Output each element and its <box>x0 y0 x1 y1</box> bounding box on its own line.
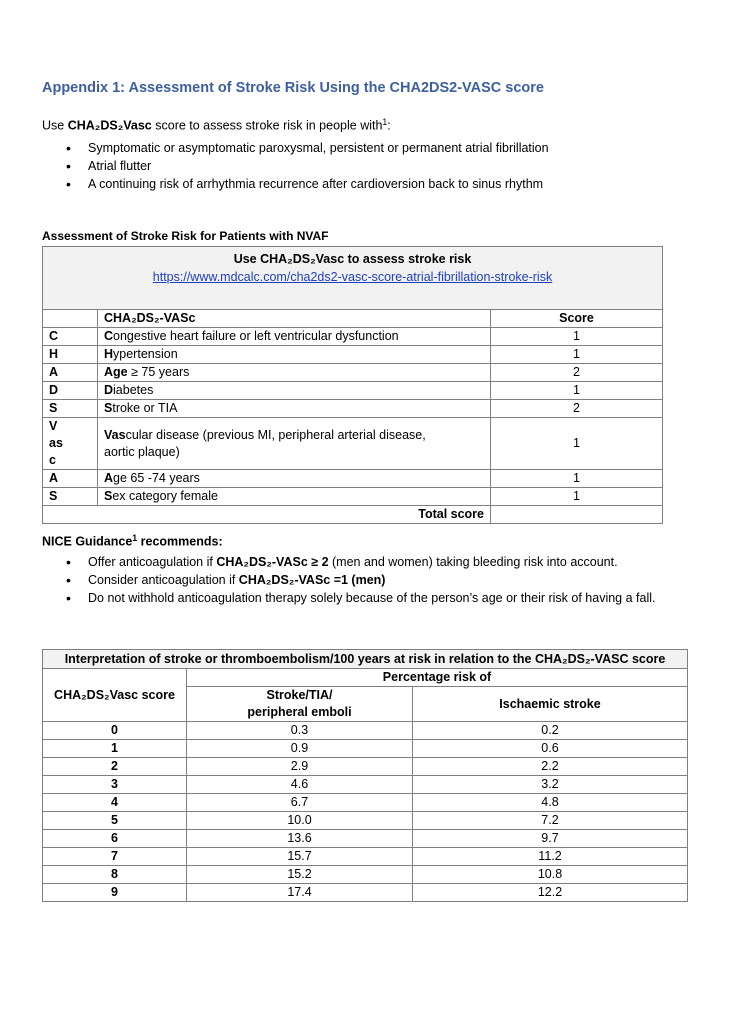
page-title: Appendix 1: Assessment of Stroke Risk Using the CHA2DS2-VASC score <box>42 80 544 96</box>
table-header <box>43 247 663 310</box>
group-header: Percentage risk of <box>187 669 688 687</box>
list-item: • Offer anticoagulation if CHA₂DS₂-VASc ≥ 2 (men and women) taking bleeding risk into account. <box>42 553 722 571</box>
table-row: A Age ≥ 75 years 2 <box>43 364 663 382</box>
list-item: • Atrial flutter <box>42 157 722 175</box>
table-row: S Stroke or TIA 2 <box>43 400 663 418</box>
table-row: A Age 65 -74 years 1 <box>43 470 663 488</box>
table-row: 1 0.9 0.6 <box>43 740 688 758</box>
nice-guidance-heading: NICE Guidance$^1$ recommends: <box>42 533 223 549</box>
column-header-score: Score <box>491 310 663 328</box>
table-row: 3 4.6 3.2 <box>43 776 688 794</box>
table-row: 2 2.9 2.2 <box>43 758 688 776</box>
mdcalc-link[interactable]: https://www.mdcalc.com/cha2ds2-vasc-score-atrial-fibrillation-stroke-risk <box>152 270 553 284</box>
table-row: 0 0.3 0.2 <box>43 722 688 740</box>
assessment-heading: Assessment of Stroke Risk for Patients with NVAF <box>42 229 329 243</box>
table-row: V as c Vascular disease (previous MI, peripheral arterial disease, aortic plaque) 1 <box>43 418 663 470</box>
risk-table <box>42 649 688 902</box>
column-header-ischaemic: Ischaemic stroke <box>413 687 688 722</box>
list-item: • A continuing risk of arrhythmia recurrence after cardioversion back to sinus rhythm <box>42 175 722 193</box>
total-row <box>43 506 663 524</box>
table-row: 5 10.0 7.2 <box>43 812 688 830</box>
column-header-stroke-tia: Stroke/TIA/ peripheral emboli <box>187 687 413 722</box>
table-caption: Interpretation of stroke or thromboembolism/100 years at risk in relation to the CHA₂DS₂-VASC score <box>43 650 688 669</box>
table-row: 6 13.6 9.7 <box>43 830 688 848</box>
reference-marker: 1 <box>382 117 388 127</box>
list-item: • Do not withhold anticoagulation therapy solely because of the person’s age or their risk of having a fall. <box>42 589 722 607</box>
column-header-score: CHA₂DS₂Vasc score <box>43 669 187 722</box>
group-header-row <box>43 669 688 687</box>
table-row: D Diabetes 1 <box>43 382 663 400</box>
score-table <box>42 246 663 524</box>
total-score-value[interactable] <box>491 506 663 524</box>
table-row: 8 15.2 10.8 <box>43 866 688 884</box>
score-name: CHA₂DS₂Vasc <box>67 118 152 133</box>
table-header-row <box>43 247 663 310</box>
list-item: • Symptomatic or asymptomatic paroxysmal, persistent or permanent atrial fibrillation <box>42 139 722 157</box>
table-row: 7 15.7 11.2 <box>43 848 688 866</box>
intro-text: Use CHA₂DS₂Vasc score to assess stroke risk in people with$^1$: <box>42 117 391 133</box>
column-header-row <box>43 310 663 328</box>
table-row: C Congestive heart failure or left ventricular dysfunction 1 <box>43 328 663 346</box>
table-row: H Hypertension 1 <box>43 346 663 364</box>
indications-list <box>42 139 722 193</box>
column-header-name: CHA₂DS₂-VASc <box>98 310 491 328</box>
recommendations-list <box>42 553 722 607</box>
total-score-label: Total score <box>43 506 491 524</box>
list-item: • Consider anticoagulation if CHA₂DS₂-VASc =1 (men) <box>42 571 722 589</box>
reference-marker: 1 <box>132 533 138 543</box>
table-caption-row <box>43 650 688 669</box>
table-row: 9 17.4 12.2 <box>43 884 688 902</box>
table-header-title: Use CHA₂DS₂Vasc to assess stroke risk <box>233 252 472 266</box>
table-row: S Sex category female 1 <box>43 488 663 506</box>
table-row: 4 6.7 4.8 <box>43 794 688 812</box>
